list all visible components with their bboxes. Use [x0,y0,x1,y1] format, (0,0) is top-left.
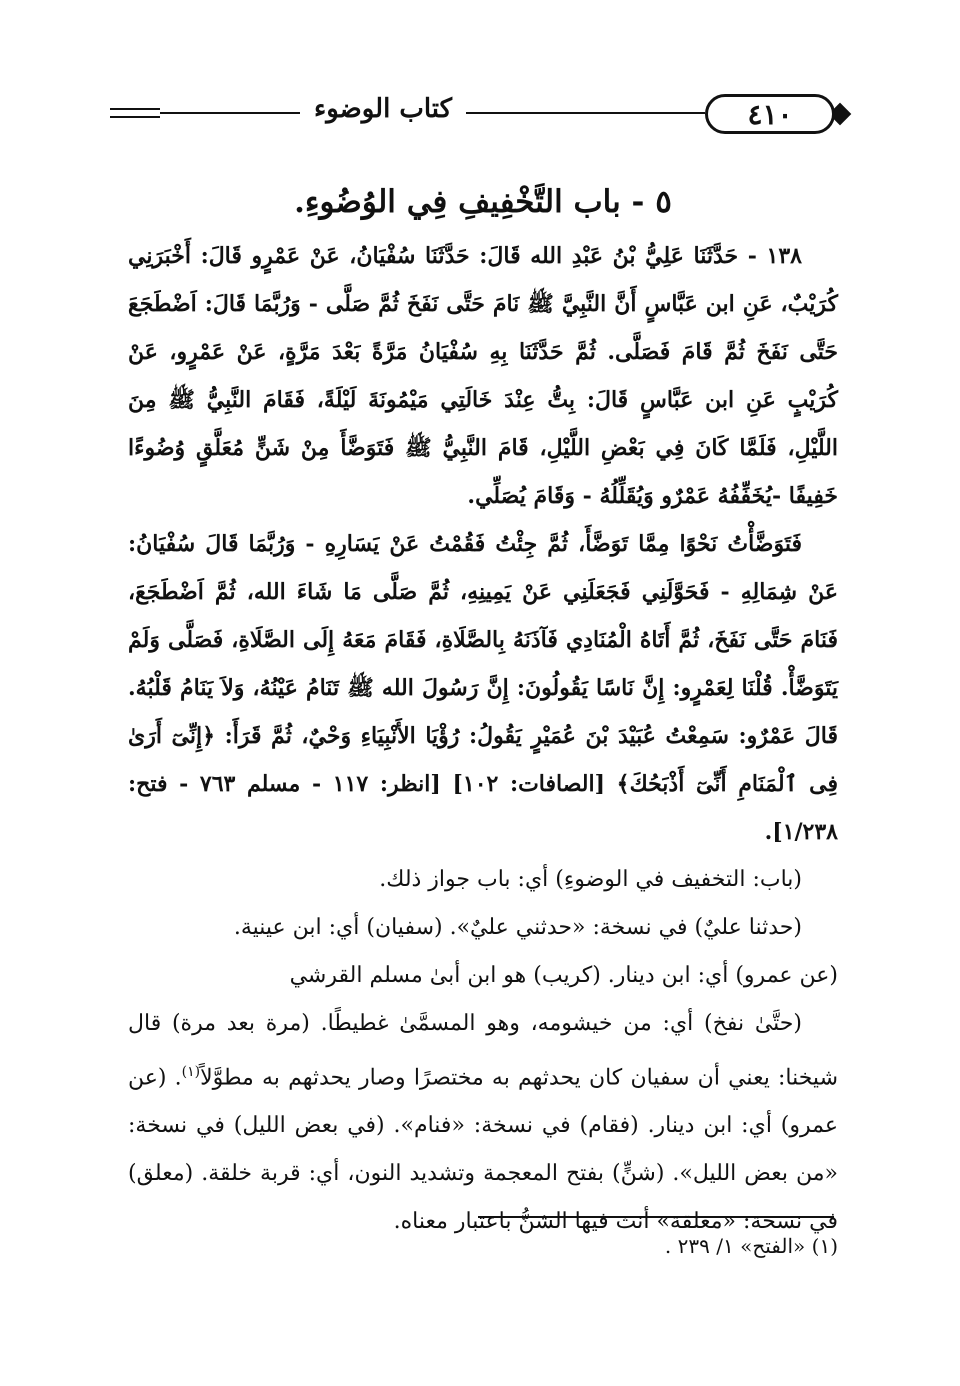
commentary-line-3: (عن عمرو) أي: ابن دينار. (كريب) هو ابن أبىٰ مسلم القرشي [289,963,838,988]
commentary-line-1: (باب: التخفيف في الوضوءِ) أي: باب جواز ذلك. [379,867,802,892]
page-number: ٤١٠ [705,94,835,134]
footnote-1: (١) «الفتح» ١/ ٢٣٩ . [664,1234,838,1258]
main-text [128,176,838,1246]
header-rule-left-top [110,108,160,110]
running-title: كتاب الوضوء [300,94,466,124]
commentary-paragraph-4 [128,1000,838,1246]
footnote-marker: (١) [181,1064,201,1080]
header-rule-left-bottom [110,116,160,118]
page-header [110,90,840,142]
commentary-text-after-note: . (عن عمرو) أي: ابن دينار. (فقام) في نسخة: «فنام». (في بعض الليل) في نسخة: «من بعض الليل». (شنٍّ) بفتح المعجمة وتشديد النون، أي: قربة خلقة. (معلق) في نسخة: «معلقة» أنث فيها الشنُّ باعتبار معناه. [128,1065,838,1235]
hadith-paragraph-1: ١٣٨ - حَدَّثَنَا عَلِيُّ بْنُ عَبْدِ الله قَالَ: حَدَّثَنَا سُفْيَانُ، عَنْ عَمْرٍو قَالَ: أَخْبَرَنِي كُرَيْبٌ، عَنِ ابن عَبَّاسٍ أَنَّ النَّبِيَّ ﷺ نَامَ حَتَّى نَفَخَ ثُمَّ صَلَّى - وَرُبَّمَا قَالَ: اَضْطَجَعَ حَتَّى نَفَخَ ثُمَّ قَامَ فَصَلَّى. ثُمَّ حَدَّثَنَا بِهِ سُفْيَانُ مَرَّةً بَعْدَ مَرَّةٍ، عَنْ عَمْرٍو، عَنْ كُرَيْبٍ عَنِ ابن عَبَّاسٍ قَالَ: بِتُّ عِنْدَ خَالَتِي مَيْمُونَةَ لَيْلَةً، فَقَامَ النَّبِيُّ ﷺ مِنَ اللَّيْلِ، فَلَمَّا كَانَ فِي بَعْضِ اللَّيْلِ، قَامَ النَّبِيُّ ﷺ فَتَوَضَّأَ مِنْ شَنٍّ مُعَلَّقٍ وُضُوءًا خَفِيفًا -يُخَفِّفُهُ عَمْرٌو وَيُقَلِّلُهُ - وَقَامَ يُصَلِّي. [128,243,838,509]
footnote-separator [478,1216,834,1218]
hadith-paragraph-2: فَتَوَضَّأْتُ نَحْوًا مِمَّا تَوَضَّأَ، ثُمَّ جِئْتُ فَقُمْتُ عَنْ يَسَارِهِ - وَرُبَّمَا قَالَ سُفْيَانُ: عَنْ شِمَالِهِ - فَحَوَّلَنِي فَجَعَلَنِي عَنْ يَمِينِهِ، ثُمَّ صَلَّى مَا شَاءَ الله، ثُمَّ اَضْطَجَعَ، فَنَامَ حَتَّى نَفَخَ، ثُمَّ أَتَاهُ الْمُنَادِي فَآذَنَهُ بِالصَّلَاةِ، فَقَامَ مَعَهُ إِلَى الصَّلَاةِ، فَصَلَّى وَلَمْ يَتَوَضَّأْ. قُلْنَا لِعَمْرٍو: إِنَّ نَاسًا يَقُولُونَ: إِنَّ رَسُولَ الله ﷺ تَنَامُ عَيْنُهُ، وَلاَ يَنَامُ قَلْبُهُ. قَالَ عَمْرٌو: سَمِعْتُ عُبَيْدَ بْنَ عُمَيْرٍ يَقُولُ: رُؤْيَا الأَنْبِيَاءِ وَحْيٌ، ثُمَّ قَرَأَ: ﴿إِنِّىٓ أَرَىٰ فِى ٱلْمَنَامِ أَنِّىٓ أَذْبَحُكَ﴾ [الصافات: ١٠٢] [انظر: ١١٧ - مسلم ٧٦٣ - فتح: ١/٢٣٨]. [128,531,838,845]
commentary-line-2: (حدثنا عليٌ) في نسخة: «حدثني عليٌ». (سفيان) أي: ابن عينية. [233,915,802,940]
chapter-title: ٥ - باب التَّخْفِيفِ فِي الوُضُوءِ. [294,184,672,220]
commentary-text-before-note: (حتَّىٰ نفخ) أي: من خيشومه، وهو المسمَّىٰ غطيطًا. (مرة بعد مرة) قال شيخنا: يعني أن سفيان كان يحدثهم به مختصرًا وصار يحدثهم به مطوَّلاً [128,1011,839,1091]
